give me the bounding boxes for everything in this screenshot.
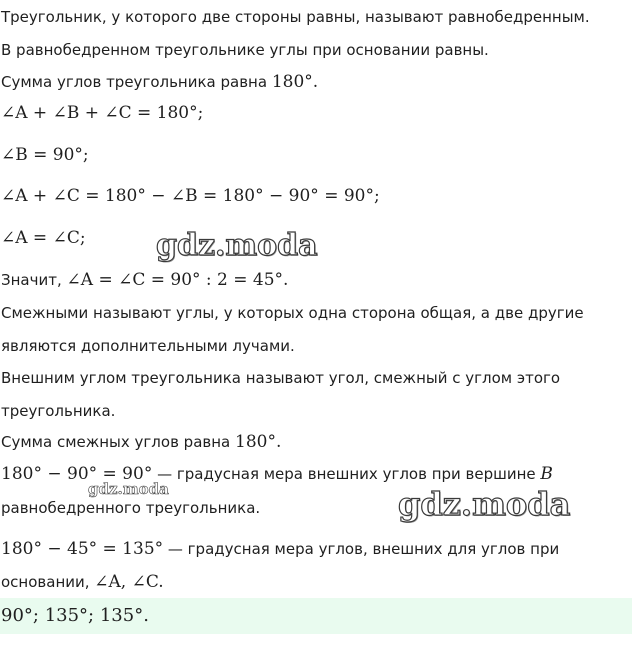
text: равнобедренного треугольника. <box>1 499 261 517</box>
math-expression: ∠B = 90°; <box>1 145 89 165</box>
line-3 <box>1 72 318 92</box>
text: Треугольник, у которого две стороны равны, называют равнобедренным. <box>1 8 590 26</box>
line-7 <box>1 228 86 248</box>
line-10 <box>1 336 295 356</box>
text: Внешним углом треугольника называют угол, смежный с углом этого <box>1 369 561 387</box>
answer-box <box>0 598 632 634</box>
line-16 <box>1 539 559 559</box>
math-expression: ∠A = ∠C = 90° : 2 = 45°. <box>66 270 289 290</box>
line-11 <box>1 368 560 388</box>
line-4 <box>1 103 203 123</box>
text: В равнобедренном треугольнике углы при основании равны. <box>1 41 489 59</box>
line-12 <box>1 401 115 421</box>
line-2 <box>1 40 489 60</box>
text: Сумма углов треугольника равна <box>1 73 272 91</box>
line-14 <box>1 464 553 484</box>
line-1 <box>1 7 590 27</box>
math-expression: 180°. <box>271 72 319 92</box>
watermark-logo: gdz.moda <box>88 480 169 498</box>
math-expression: 180° − 45° = 135° <box>1 539 164 559</box>
text: Смежными называют углы, у которых одна сторона общая, а две другие <box>1 304 584 322</box>
math-expression: 180° − 90° = 90° <box>1 464 153 484</box>
line-5 <box>1 145 89 165</box>
math-expression: ∠A + ∠B + ∠C = 180°; <box>1 103 204 123</box>
line-17 <box>1 572 164 592</box>
text: — градусная мера углов, внешних для углов при <box>163 540 560 558</box>
math-expression: B <box>540 464 553 484</box>
math-expression: ∠A = ∠C; <box>1 228 86 248</box>
line-15 <box>1 498 260 518</box>
math-expression: 180°. <box>235 432 282 452</box>
answer-line <box>1 606 149 626</box>
text: Значит, <box>1 271 67 289</box>
answer-value: 90°; 135°; 135°. <box>1 605 149 626</box>
line-6 <box>1 186 380 206</box>
math-expression: ∠A, ∠C. <box>94 572 164 592</box>
watermark-logo: gdz.moda <box>398 485 571 523</box>
line-9 <box>1 303 584 323</box>
line-8 <box>1 270 288 290</box>
watermark-logo: gdz.moda <box>156 228 318 263</box>
line-13 <box>1 432 281 452</box>
text: Сумма смежных углов равна <box>1 433 235 451</box>
text: являются дополнительными лучами. <box>1 337 295 355</box>
math-expression: ∠A + ∠C = 180° − ∠B = 180° − 90° = 90°; <box>1 186 380 206</box>
text: основании, <box>1 573 95 591</box>
text: треугольника. <box>1 402 116 420</box>
text: — градусная мера внешних углов при вершине <box>152 465 541 483</box>
